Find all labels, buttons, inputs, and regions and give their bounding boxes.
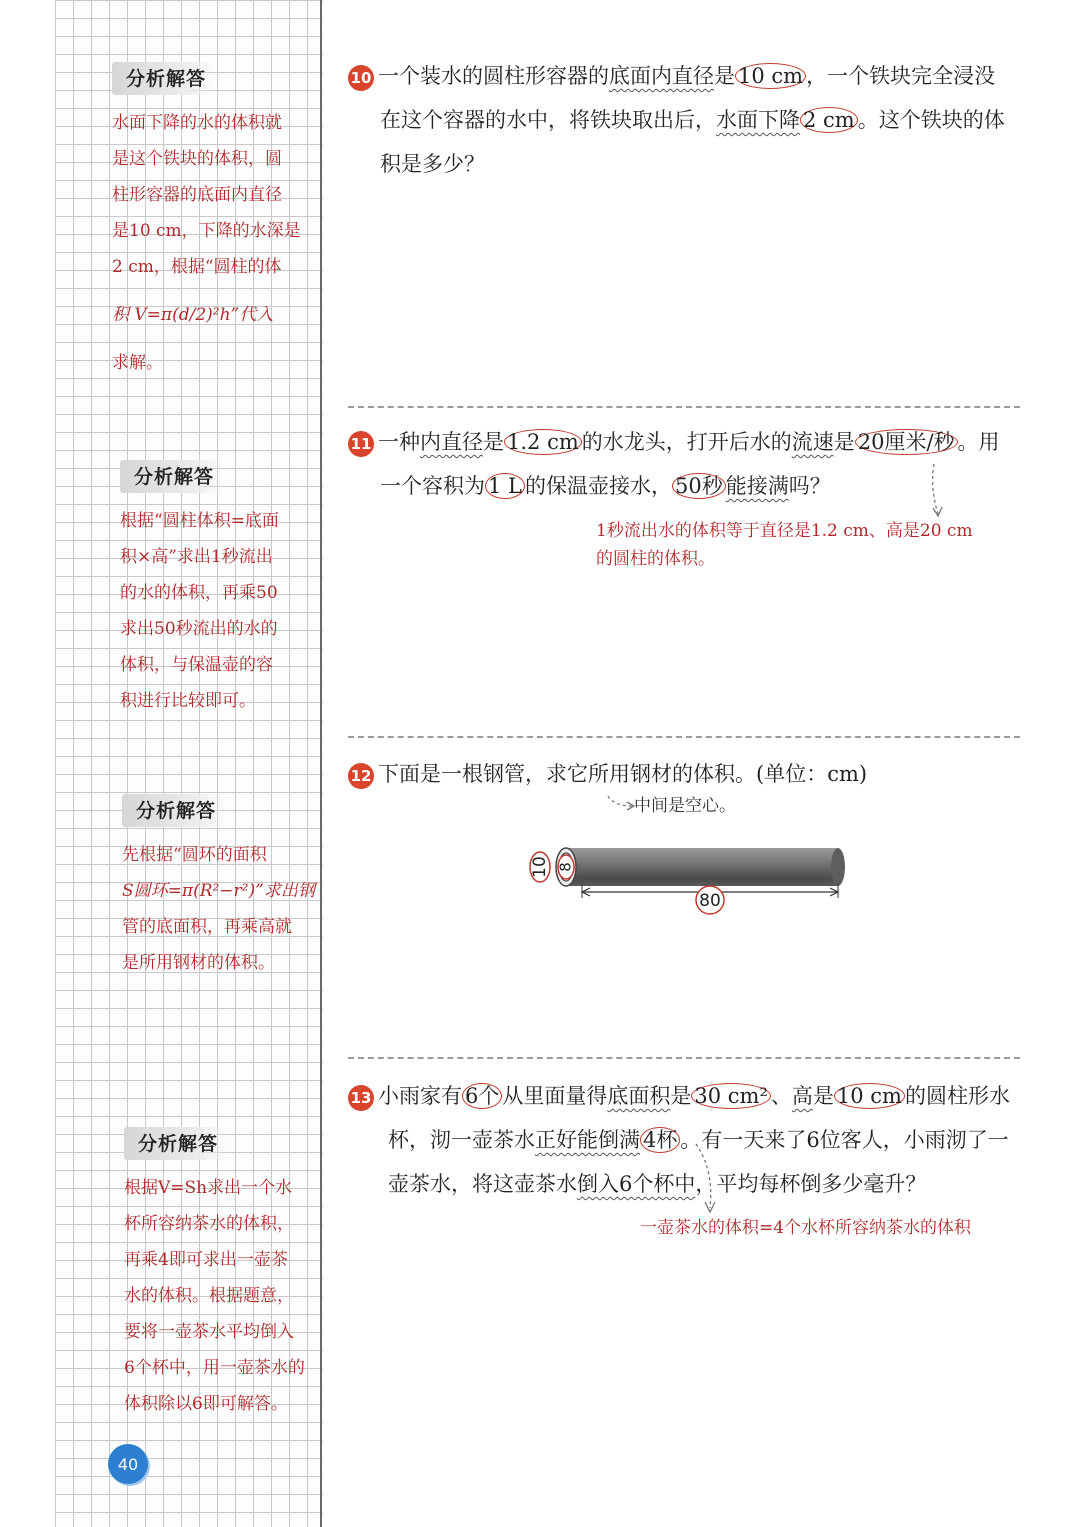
analysis-box-4 <box>124 1127 324 1422</box>
circled-value: 1 L <box>485 473 525 499</box>
circled-value: 2 cm <box>800 107 858 133</box>
problem-number-badge: 12 <box>348 763 374 789</box>
analysis-text: 先根据“圆环的面积 S圆环=π(R²−r²)”求出钢 管的底面积，再乘高就 是所用钢材的体积。 <box>122 845 315 973</box>
circled-value: 30 cm² <box>691 1083 771 1109</box>
analysis-text: 根据“圆柱体积=底面 积×高”求出1秒流出 的水的体积，再乘50 求出50秒流出的水的 体积，与保温壶的容 积进行比较即可。 <box>120 511 279 711</box>
analysis-title: 分析解答 <box>124 1127 228 1160</box>
problem-12: 12 下面是一根钢管，求它所用钢材的体积。(单位：cm) <box>348 752 1028 796</box>
section-divider <box>348 736 1020 738</box>
problem-11: 11 一种内直径是 1.2 cm 的水龙头，打开后水的流速是 20厘米/秒 。用 一个容积为 1 L 的保温壶接水， 50秒 能接满吗？ <box>348 420 1028 508</box>
analysis-title: 分析解答 <box>112 62 216 95</box>
analysis-text: 水面下降的水的体积就 是这个铁块的体积，圆 柱形容器的底面内直径 是10 cm，下降的水深是 2 cm，根据“圆柱的体 积 V=π(d/2)²h”代入 求解。 <box>112 113 301 373</box>
inner-diameter-label: 8 <box>556 862 575 872</box>
analysis-box-2 <box>120 460 320 719</box>
steel-pipe-diagram <box>520 836 860 926</box>
problem-13: 13 小雨家有 6个 从里面量得底面积是 30 cm² 、高是 10 cm 的圆柱形水 杯，沏一壶茶水正好能倒满 4杯 。有一天来了6位客人，小雨沏了一 壶茶水，将这壶茶水倒入6个杯中，平均每杯倒多少毫升？ <box>348 1074 1028 1206</box>
analysis-title: 分析解答 <box>122 794 226 827</box>
section-divider <box>348 1057 1020 1059</box>
page-number: 40 <box>108 1444 148 1484</box>
problem-number-badge: 10 <box>348 65 374 91</box>
circled-value: 1.2 cm <box>504 429 582 455</box>
analysis-title: 分析解答 <box>120 460 224 493</box>
circled-value: 4杯 <box>640 1127 680 1153</box>
problem-number-badge: 13 <box>348 1085 374 1111</box>
pipe-end <box>831 848 845 886</box>
outer-diameter-label: 10 <box>530 856 550 878</box>
problem-10: 10 一个装水的圆柱形容器的底面内直径是 10 cm ，一个铁块完全浸没 在这个容器的水中，将铁块取出后，水面下降 2 cm 。这个铁块的体 积是多少？ <box>348 54 1028 186</box>
length-label: 80 <box>699 891 721 911</box>
analysis-box-3 <box>122 794 322 981</box>
analysis-box-1 <box>112 62 312 381</box>
circled-value: 50秒 <box>672 473 726 499</box>
annotation-arrow <box>920 462 950 522</box>
problem-number-badge: 11 <box>348 431 374 457</box>
annotation-note: 1秒流出水的体积等于直径是1.2 cm、高是20 cm 的圆柱的体积。 <box>596 521 973 569</box>
hollow-note: 中间是空心。 <box>634 796 736 816</box>
circled-value: 10 cm <box>834 1083 905 1109</box>
pipe-body <box>566 848 838 886</box>
circled-value: 10 cm <box>735 63 806 89</box>
annotation-arrow <box>690 1140 730 1218</box>
section-divider <box>348 406 1020 408</box>
circled-value: 6个 <box>462 1083 502 1109</box>
circled-value: 20厘米/秒 <box>855 429 958 455</box>
annotation-note: 一壶茶水的体积=4个水杯所容纳茶水的体积 <box>640 1218 972 1238</box>
analysis-text: 根据V=Sh求出一个水 杯所容纳茶水的体积， 再乘4即可求出一壶茶 水的体积。根据题意， 要将一壶茶水平均倒入 6个杯中，用一壶茶水的 体积除以6即可解答。 <box>124 1178 305 1414</box>
